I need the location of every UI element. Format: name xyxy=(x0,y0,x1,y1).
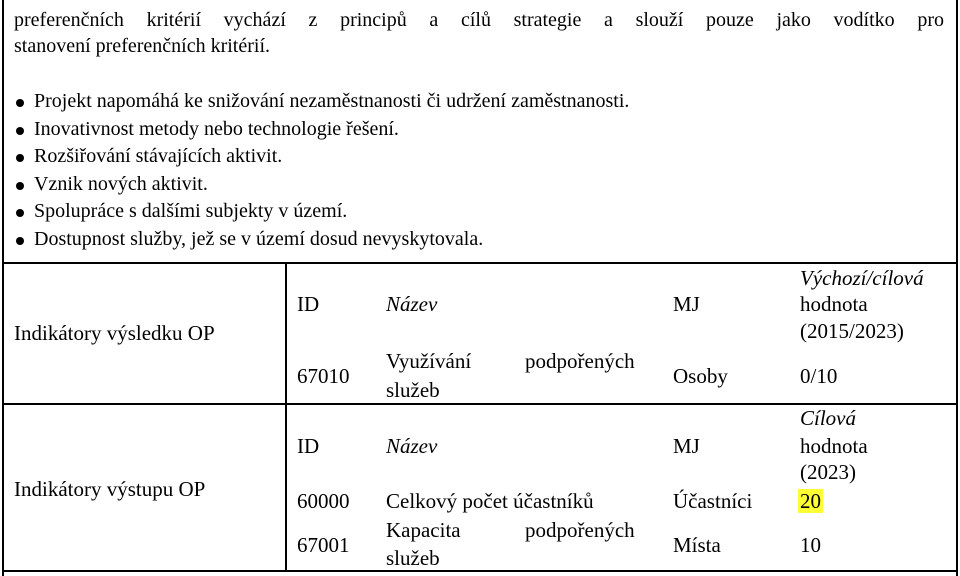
highlighted-value: 20 xyxy=(800,489,821,513)
result-row-name-word1: Využívání xyxy=(386,349,472,373)
row-divider-bullets xyxy=(2,262,958,264)
output-header-unit: MJ xyxy=(673,434,700,458)
list-item-text: Projekt napomáhá ke snižování nezaměstnanosti či udržení zaměstnanosti. xyxy=(34,90,630,112)
result-row-unit: Osoby xyxy=(673,364,728,388)
result-header-target-line1: Výchozí/cílová xyxy=(800,266,924,290)
result-row-name-line2: služeb xyxy=(386,378,440,402)
table-border-left xyxy=(2,0,4,576)
output-header-target-line1: Cílová xyxy=(800,406,856,430)
output-row-2-name-word2: podpořených xyxy=(525,518,635,542)
output-indicators-label: Indikátory výstupu OP xyxy=(14,477,206,501)
result-row-name-word2: podpořených xyxy=(525,349,635,373)
table-border-right xyxy=(956,0,958,576)
output-row-1-value xyxy=(798,489,823,514)
bullet-icon xyxy=(16,209,24,217)
result-header-id: ID xyxy=(297,292,320,316)
row-divider-indicators xyxy=(2,403,958,405)
bullet-icon xyxy=(16,237,24,245)
list-item xyxy=(14,88,629,116)
output-row-1-unit: Účastníci xyxy=(673,489,753,513)
intro-line-2: stanovení preferenčních kritérií. xyxy=(14,35,270,57)
list-item-text: Rozšiřování stávajících aktivit. xyxy=(34,145,283,167)
output-header-target-line2: hodnota xyxy=(800,434,868,458)
result-indicators-label: Indikátory výsledku OP xyxy=(14,321,215,345)
list-item xyxy=(14,226,629,254)
result-header-target-line3: (2015/2023) xyxy=(800,319,904,343)
intro-line-1: preferenčních kritérií vychází z principů a cílů strategie a slouží pouze jako vodítko pro xyxy=(14,9,944,31)
output-row-2-id: 67001 xyxy=(297,533,350,557)
list-item-text: Vznik nových aktivit. xyxy=(34,172,208,195)
result-header-name: Název xyxy=(386,292,438,316)
output-header-target-line3: (2023) xyxy=(800,460,856,484)
output-row-2-unit: Místa xyxy=(673,533,721,557)
output-row-2-value: 10 xyxy=(800,533,821,557)
list-item-text: Inovativnost metody nebo technologie řešení. xyxy=(34,117,399,140)
result-row-id: 67010 xyxy=(297,364,350,388)
result-row-value: 0/10 xyxy=(800,364,838,388)
result-header-unit: MJ xyxy=(673,292,700,316)
list-item xyxy=(14,116,629,144)
list-item xyxy=(14,171,629,199)
output-row-2-name-word1: Kapacita xyxy=(386,518,461,542)
criteria-list xyxy=(14,88,629,253)
output-header-id: ID xyxy=(297,434,320,458)
list-item-text: Spolupráce s dalšími subjekty v území. xyxy=(34,200,348,222)
list-item-text: Dostupnost služby, jež se v území dosud nevyskytovala. xyxy=(34,227,484,250)
output-row-1-name: Celkový počet účastníků xyxy=(386,489,594,513)
result-header-target-line2: hodnota xyxy=(800,292,868,316)
list-item xyxy=(14,198,629,226)
bullet-icon xyxy=(16,154,24,162)
column-divider xyxy=(285,262,287,572)
output-header-name: Název xyxy=(386,434,438,458)
bullet-icon xyxy=(16,127,24,135)
list-item xyxy=(14,143,629,171)
bullet-icon xyxy=(16,182,24,190)
table-border-bottom xyxy=(2,570,958,572)
bullet-icon xyxy=(16,99,24,107)
output-row-1-id: 60000 xyxy=(297,489,350,513)
output-row-2-name-line2: služeb xyxy=(386,546,440,570)
